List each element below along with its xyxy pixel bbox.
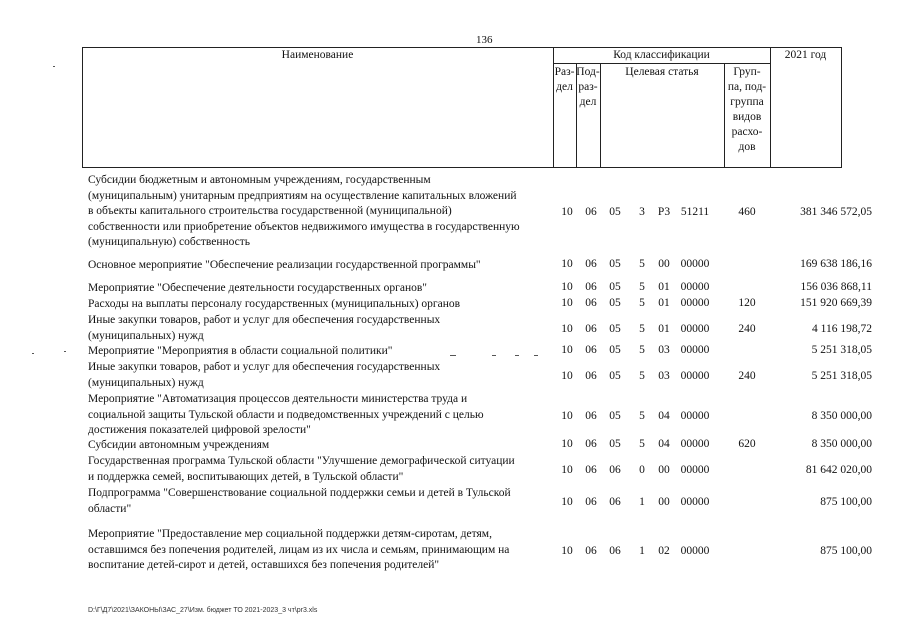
row-code: 51211 — [680, 206, 710, 218]
table-row — [0, 281, 905, 297]
table-row — [0, 313, 905, 344]
row-code: Р3 — [657, 206, 671, 218]
row-name-line: Основное мероприятие "Обеспечение реализации государственной программы" — [88, 259, 481, 271]
row-code: 03 — [658, 344, 670, 356]
row-code: 00000 — [680, 344, 710, 356]
header-group — [724, 65, 770, 155]
header-group-line: группа — [730, 96, 764, 108]
row-name-line: Мероприятие "Мероприятия в области социальной политики" — [88, 345, 393, 357]
row-name — [88, 344, 556, 360]
row-amount: 8 350 000,00 — [811, 409, 872, 422]
row-code: 05 — [609, 258, 621, 270]
row-code: 01 — [658, 297, 670, 309]
row-name — [88, 527, 556, 574]
row-code: 1 — [639, 495, 645, 508]
row-amount: 8 350 000,00 — [811, 438, 872, 450]
row-code: 5 — [639, 344, 645, 356]
row-code: 05 — [609, 409, 621, 422]
row-name-line: Субсидии автономным учреждениям — [88, 439, 270, 451]
row-code: 00000 — [680, 463, 710, 476]
row-code: 05 — [609, 297, 621, 309]
row-name-line: и поддержка семей, воспитывающих детей, в Тульской области" — [88, 470, 404, 483]
row-amount: 169 638 186,16 — [800, 258, 872, 270]
header-target: Целевая статья — [625, 66, 699, 78]
header-podrazdel-line: дел — [579, 96, 597, 108]
table-row — [0, 392, 905, 439]
row-code: 00000 — [680, 544, 710, 557]
row-name — [88, 360, 556, 391]
row-name-line: Подпрограмма "Совершенствование социальной поддержки семьи и детей в Тульской — [88, 487, 511, 499]
row-code: 04 — [658, 409, 670, 422]
row-name — [88, 173, 556, 251]
row-name-line: Государственная программа Тульской области "Улучшение демографической ситуации — [88, 455, 515, 467]
row-name-line: собственности или приобретение объектов недвижимого имущества в государственную — [88, 220, 520, 233]
row-code: 5 — [639, 409, 645, 422]
row-code: 06 — [585, 409, 597, 422]
row-code: 00 — [658, 258, 670, 270]
row-code: 5 — [639, 322, 645, 335]
row-code: 5 — [639, 258, 645, 270]
row-code: 06 — [585, 206, 597, 218]
header-razdel — [553, 65, 576, 95]
row-code: 00000 — [680, 297, 710, 309]
row-code: 06 — [609, 463, 621, 476]
row-code: 06 — [585, 258, 597, 270]
table-row — [0, 527, 905, 574]
row-code: 5 — [639, 438, 645, 450]
header-classification: Код классификации — [613, 49, 710, 61]
row-code: 10 — [561, 369, 573, 382]
row-code: 10 — [561, 297, 573, 309]
row-code: 01 — [658, 281, 670, 293]
table-row — [0, 360, 905, 391]
row-name-line: достижения показателей цифровой зрелости" — [88, 424, 311, 436]
row-code: 240 — [738, 322, 756, 335]
row-code: 10 — [561, 281, 573, 293]
row-code: 10 — [561, 322, 573, 335]
row-code: 00000 — [680, 369, 710, 382]
row-name — [88, 313, 556, 344]
header-group-line: видов — [732, 111, 762, 123]
row-code: 00 — [658, 463, 670, 476]
row-code: 05 — [609, 369, 621, 382]
table-row — [0, 344, 905, 360]
row-name-line: (муниципальную) собственность — [88, 236, 251, 248]
row-code: 06 — [585, 344, 597, 356]
row-code: 10 — [561, 438, 573, 450]
row-code: 04 — [658, 438, 670, 450]
row-code: 0 — [639, 463, 645, 476]
row-code: 05 — [609, 344, 621, 356]
header-group-line: па, под- — [727, 81, 767, 93]
row-code: 05 — [609, 438, 621, 450]
header-group-line: расхо- — [731, 126, 763, 138]
row-amount: 875 100,00 — [820, 544, 872, 557]
row-name-line: Иные закупки товаров, работ и услуг для обеспечения государственных — [88, 361, 441, 373]
table-row — [0, 454, 905, 485]
page-number: 136 — [476, 34, 493, 46]
row-code: 06 — [585, 495, 597, 508]
row-code: 10 — [561, 463, 573, 476]
row-code: 00000 — [680, 495, 710, 508]
row-code: 00000 — [680, 258, 710, 270]
row-code: 120 — [738, 297, 756, 309]
row-name-line: оставшимся без попечения родителей, лицам из их числа и семьям, принимающим на — [88, 543, 510, 556]
row-code: 00 — [658, 495, 670, 508]
row-code: 1 — [639, 544, 645, 557]
row-name — [88, 297, 556, 313]
table-row — [0, 258, 905, 274]
row-code: 00000 — [680, 281, 710, 293]
row-amount: 5 251 318,05 — [811, 369, 872, 382]
row-code: 06 — [585, 438, 597, 450]
table-header — [82, 47, 842, 168]
row-code: 06 — [585, 369, 597, 382]
row-code: 5 — [639, 369, 645, 382]
row-name-line: (муниципальных) нужд — [88, 376, 204, 389]
row-name-line: Иные закупки товаров, работ и услуг для обеспечения государственных — [88, 314, 441, 326]
row-name — [88, 258, 556, 274]
header-group-line: Груп- — [733, 66, 761, 78]
row-name-line: Расходы на выплаты персоналу государственных (муниципальных) органов — [88, 298, 461, 310]
row-code: 3 — [639, 206, 645, 218]
row-name — [88, 281, 556, 297]
row-code: 5 — [639, 297, 645, 309]
row-name-line: Субсидии бюджетным и автономным учреждениям, государственным — [88, 174, 431, 186]
table-row — [0, 297, 905, 313]
row-code: 00000 — [680, 409, 710, 422]
row-name — [88, 486, 556, 517]
row-code: 10 — [561, 495, 573, 508]
row-name-line: Мероприятие "Обеспечение деятельности государственных органов" — [88, 282, 427, 294]
row-code: 10 — [561, 409, 573, 422]
row-code: 05 — [609, 322, 621, 335]
table-row — [0, 438, 905, 454]
row-name-line: социальной защиты Тульской области и подведомственных учреждений с целью — [88, 408, 484, 421]
row-code: 06 — [585, 297, 597, 309]
file-path-footer: D:\Г\Д7\2021\ЗАКОНЫ\ЗАС_27\Изм. бюджет ТО 2021-2023_3 чт\pr3.xls — [88, 607, 318, 614]
row-name-line: (муниципальным) унитарным предприятиям на осуществление капитальных вложений — [88, 189, 517, 202]
row-amount: 875 100,00 — [820, 495, 872, 508]
row-code: 06 — [609, 495, 621, 508]
header-podrazdel — [576, 65, 600, 110]
row-code: 10 — [561, 544, 573, 557]
row-name-line: Мероприятие "Предоставление мер социальной поддержки детям-сиротам, детям, — [88, 528, 492, 540]
row-code: 10 — [561, 344, 573, 356]
row-code: 620 — [738, 438, 756, 450]
row-code: 06 — [585, 544, 597, 557]
row-code: 02 — [658, 544, 670, 557]
row-code: 03 — [658, 369, 670, 382]
row-code: 01 — [658, 322, 670, 335]
row-name-line: (муниципальных) нужд — [88, 329, 204, 342]
row-amount: 151 920 669,39 — [800, 297, 872, 309]
header-razdel-line: дел — [556, 81, 573, 93]
row-amount: 156 036 868,11 — [800, 281, 872, 293]
header-podrazdel-line: раз- — [578, 81, 598, 93]
table-row — [0, 486, 905, 517]
row-code: 00000 — [680, 322, 710, 335]
header-year: 2021 год — [784, 49, 827, 61]
row-code: 05 — [609, 281, 621, 293]
row-name — [88, 438, 556, 454]
header-group-line: дов — [738, 141, 756, 153]
row-name-line: в объекты капитального строительства государственной (муниципальной) — [88, 205, 452, 217]
row-amount: 4 116 198,72 — [812, 322, 872, 335]
row-amount: 5 251 318,05 — [811, 344, 872, 356]
header-razdel-line: Раз- — [554, 66, 575, 78]
row-name-line: области" — [88, 502, 132, 515]
row-name — [88, 392, 556, 439]
row-code: 460 — [738, 206, 756, 218]
row-code: 05 — [609, 206, 621, 218]
row-code: 06 — [585, 322, 597, 335]
header-podrazdel-line: Под- — [576, 66, 600, 78]
table-row — [0, 173, 905, 251]
row-name — [88, 454, 556, 485]
row-code: 06 — [609, 544, 621, 557]
row-code: 5 — [639, 281, 645, 293]
row-code: 10 — [561, 258, 573, 270]
row-code: 06 — [585, 463, 597, 476]
row-code: 06 — [585, 281, 597, 293]
row-name-line: воспитание детей-сирот и детей, оставшихся без попечения родителей" — [88, 559, 440, 571]
row-code: 10 — [561, 206, 573, 218]
row-code: 00000 — [680, 438, 710, 450]
row-amount: 81 642 020,00 — [805, 463, 872, 476]
row-name-line: Мероприятие "Автоматизация процессов деятельности министерства труда и — [88, 393, 468, 405]
header-name: Наименование — [281, 49, 354, 61]
row-amount: 381 346 572,05 — [800, 206, 872, 218]
row-code: 240 — [738, 369, 756, 382]
